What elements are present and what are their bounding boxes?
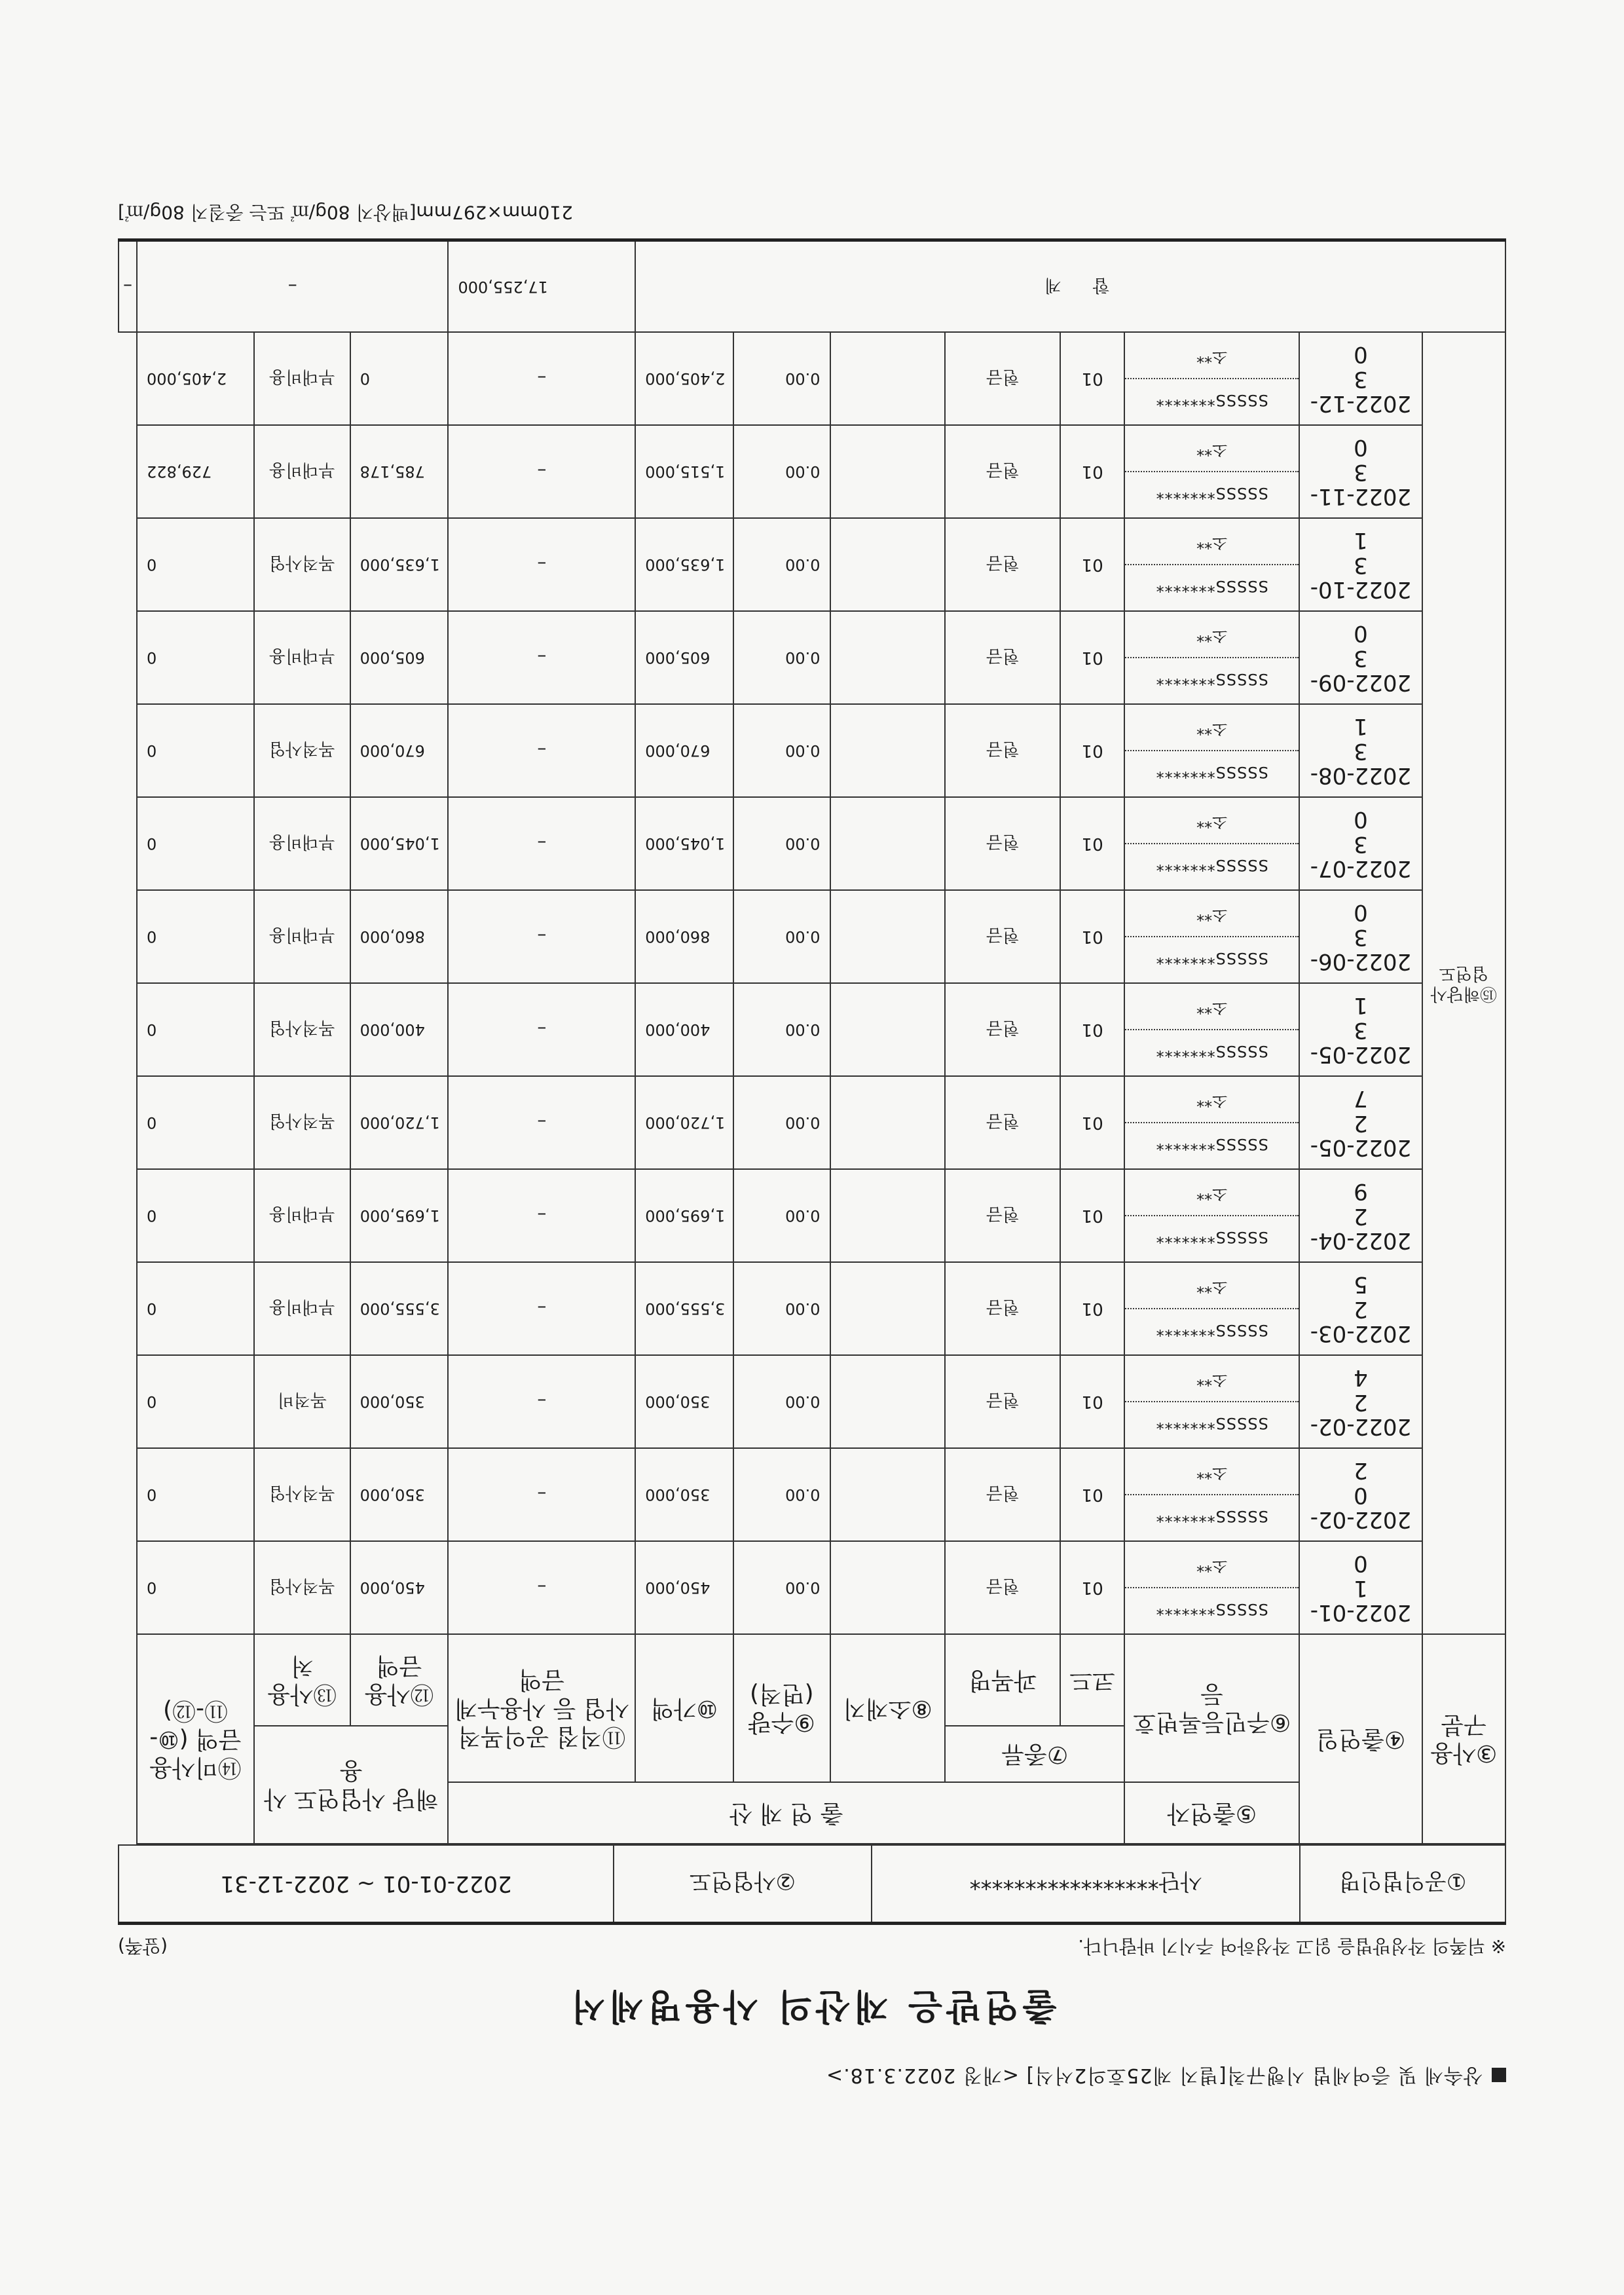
date-cell (1299, 1076, 1422, 1169)
table-row (119, 332, 1505, 425)
use-amount-cell: 670,000 (350, 704, 449, 797)
location-cell (830, 1541, 946, 1634)
rrn-cell (1124, 1355, 1299, 1448)
value-cell: 1,635,000 (635, 518, 733, 611)
value-cell: 860,000 (635, 890, 733, 983)
rrn-value: SSSSS******* (1125, 1029, 1299, 1072)
qty-cell: 0.00 (733, 704, 830, 797)
col-group-asset: 출 연 재 산 (448, 1782, 1124, 1844)
col-kind-code: 코드 (1060, 1634, 1124, 1726)
kind-code-cell: 01 (1060, 983, 1124, 1076)
col-usage-type: ③사용구분 (1422, 1634, 1505, 1844)
total-unused: – (119, 240, 137, 332)
use-place-cell: 부대비용 (254, 1262, 350, 1355)
date-tail: 9 (1354, 1178, 1368, 1205)
date-main: 2022-06-3 (1310, 924, 1412, 975)
use-amount-cell: 1,695,000 (350, 1169, 449, 1262)
kind-item-cell: 현금 (945, 890, 1060, 983)
date-main: 2022-01-1 (1310, 1575, 1412, 1626)
date-tail: 1 (1354, 992, 1368, 1019)
date-tail: 7 (1354, 1085, 1368, 1112)
qty-cell: 0.00 (733, 518, 830, 611)
kind-item-cell: 현금 (945, 1355, 1060, 1448)
location-cell (830, 332, 946, 425)
date-tail: 0 (1354, 434, 1368, 461)
use-place-cell: 목적사업 (254, 704, 350, 797)
form-sheet (118, 201, 1506, 2093)
value-cell: 350,000 (635, 1355, 733, 1448)
qty-cell: 0.00 (733, 1355, 830, 1448)
use-amount-cell: 605,000 (350, 611, 449, 704)
use-place-cell: 부대비용 (254, 611, 350, 704)
cumulative-cell: – (448, 797, 635, 890)
rrn-value: SSSSS******* (1125, 843, 1299, 886)
donor-name: 소** (1196, 1371, 1228, 1389)
use-amount-cell: 0 (350, 332, 449, 425)
qty-cell: 0.00 (733, 332, 830, 425)
date-cell (1299, 797, 1422, 890)
value-cell: 670,000 (635, 704, 733, 797)
unused-cell: 0 (137, 1169, 254, 1262)
date-main: 2022-02-2 (1310, 1389, 1412, 1440)
date-tail: 0 (1354, 341, 1368, 368)
location-cell (830, 1076, 946, 1169)
total-row (119, 240, 1505, 332)
use-place-cell: 목적사업 (254, 518, 350, 611)
use-amount-cell: 1,720,000 (350, 1076, 449, 1169)
unused-cell: 0 (137, 1541, 254, 1634)
kind-code-cell: 01 (1060, 1076, 1124, 1169)
qty-cell: 0.00 (733, 1262, 830, 1355)
kind-item-cell: 현금 (945, 332, 1060, 425)
use-place-cell: 부대비용 (254, 332, 350, 425)
date-main: 2022-05-3 (1310, 1017, 1412, 1068)
date-tail: 0 (1354, 806, 1368, 833)
donor-name: 소** (1196, 441, 1228, 459)
unused-cell: 0 (137, 1262, 254, 1355)
col-group-year: 해당 사업연도 사용 (254, 1726, 449, 1844)
date-tail: 0 (1354, 899, 1368, 926)
value-cell: 350,000 (635, 1448, 733, 1541)
kind-item-cell: 현금 (945, 1448, 1060, 1541)
rrn-cell (1124, 332, 1299, 425)
use-amount-cell: 1,045,000 (350, 797, 449, 890)
table-row (119, 425, 1505, 518)
rrn-cell (1124, 890, 1299, 983)
rrn-cell (1124, 1262, 1299, 1355)
rrn-value: SSSSS******* (1125, 1215, 1299, 1258)
instruction-note: ※ 뒤쪽의 작성방법을 읽고 작성하여 주시기 바랍니다. (1078, 1935, 1506, 1957)
rrn-value: SSSSS******* (1125, 471, 1299, 514)
col-cumulative: ⑪직접 공익목적사업 등 사용누계금액 (448, 1634, 635, 1782)
table-row (119, 704, 1505, 797)
date-cell (1299, 983, 1422, 1076)
date-cell (1299, 1448, 1422, 1541)
total-cumulative: – (137, 240, 448, 332)
rrn-value: SSSSS******* (1125, 564, 1299, 607)
page-side: (앞쪽) (118, 1935, 168, 1957)
location-cell (830, 518, 946, 611)
cumulative-cell: – (448, 1076, 635, 1169)
table-row (119, 983, 1505, 1076)
table-row (119, 1541, 1505, 1634)
total-label: 합 계 (635, 240, 1505, 332)
kind-item-cell: 현금 (945, 1169, 1060, 1262)
col-date: ④출연일 (1299, 1634, 1422, 1844)
qty-cell: 0.00 (733, 1076, 830, 1169)
col-rrn: ⑥주민등록번호 등 (1124, 1634, 1299, 1782)
info-table (118, 1844, 1506, 1925)
note-row (118, 1934, 1506, 1960)
use-place-cell: 목적사업 (254, 1541, 350, 1634)
cumulative-cell: – (448, 332, 635, 425)
donor-name: 소** (1196, 1464, 1228, 1482)
date-tail: 0 (1354, 620, 1368, 647)
date-tail: 5 (1354, 1271, 1368, 1298)
table-row (119, 1262, 1505, 1355)
location-cell (830, 1169, 946, 1262)
col-kind-item: 과목명 (945, 1634, 1060, 1726)
donor-name: 소** (1196, 627, 1228, 645)
unused-cell: 2,405,000 (137, 332, 254, 425)
qty-cell: 0.00 (733, 1541, 830, 1634)
use-amount-cell: 1,635,000 (350, 518, 449, 611)
location-cell (830, 1355, 946, 1448)
rrn-cell (1124, 1448, 1299, 1541)
table-row (119, 518, 1505, 611)
law-reference (118, 2063, 1506, 2092)
rrn-cell (1124, 983, 1299, 1076)
kind-item-cell: 현금 (945, 797, 1060, 890)
kind-item-cell: 현금 (945, 1541, 1060, 1634)
qty-cell: 0.00 (733, 983, 830, 1076)
date-main: 2022-04-2 (1310, 1203, 1412, 1254)
date-main: 2022-08-3 (1310, 737, 1412, 789)
unused-cell: 0 (137, 611, 254, 704)
table-row (119, 611, 1505, 704)
value-cell: 605,000 (635, 611, 733, 704)
donor-name: 소** (1196, 906, 1228, 924)
unused-cell: 0 (137, 890, 254, 983)
use-amount-cell: 450,000 (350, 1541, 449, 1634)
qty-cell: 0.00 (733, 1448, 830, 1541)
value-cell: 2,405,000 (635, 332, 733, 425)
rrn-cell (1124, 518, 1299, 611)
value-cell: 1,720,000 (635, 1076, 733, 1169)
date-cell (1299, 332, 1422, 425)
cumulative-cell: – (448, 1169, 635, 1262)
date-main: 2022-11-3 (1310, 458, 1412, 510)
use-place-cell: 목적사업 (254, 983, 350, 1076)
paper-spec: 210mm×297mm[백상지 80g/㎡ 또는 중질지 80g/㎡] (118, 202, 573, 224)
rrn-value: SSSSS******* (1125, 1494, 1299, 1537)
table-row (119, 797, 1505, 890)
cumulative-cell: – (448, 518, 635, 611)
date-main: 2022-05-2 (1310, 1110, 1412, 1161)
table-row (119, 890, 1505, 983)
rrn-cell (1124, 1541, 1299, 1634)
page-title: 출연받은 재산의 사용명세서 (567, 1986, 1057, 2027)
rrn-cell (1124, 425, 1299, 518)
rrn-value: SSSSS******* (1125, 1587, 1299, 1630)
location-cell (830, 611, 946, 704)
unused-cell: 0 (137, 518, 254, 611)
kind-item-cell: 현금 (945, 983, 1060, 1076)
value-cell: 450,000 (635, 1541, 733, 1634)
cumulative-cell: – (448, 611, 635, 704)
date-tail: 0 (1354, 1550, 1368, 1577)
col-kind: ⑦종류 (945, 1726, 1124, 1782)
kind-item-cell: 현금 (945, 1262, 1060, 1355)
kind-code-cell: 01 (1060, 1355, 1124, 1448)
qty-cell: 0.00 (733, 890, 830, 983)
col-qty: ⑨수량(면적) (733, 1634, 830, 1782)
date-main: 2022-02-0 (1310, 1482, 1412, 1533)
date-tail: 1 (1354, 527, 1368, 554)
date-cell (1299, 1355, 1422, 1448)
kind-item-cell: 현금 (945, 518, 1060, 611)
value-cell: 3,555,000 (635, 1262, 733, 1355)
location-cell (830, 983, 946, 1076)
kind-code-cell: 01 (1060, 518, 1124, 611)
location-cell (830, 1262, 946, 1355)
use-place-cell: 목적사업 (254, 1448, 350, 1541)
use-place-cell: 부대비용 (254, 890, 350, 983)
col-donor: ⑤출연자 (1124, 1782, 1299, 1844)
date-cell (1299, 518, 1422, 611)
cumulative-cell: – (448, 425, 635, 518)
cumulative-cell: – (448, 1262, 635, 1355)
table-row (119, 1448, 1505, 1541)
corp-name-label: ①공익법인명 (1300, 1845, 1505, 1924)
kind-code-cell: 01 (1060, 704, 1124, 797)
table-row (119, 1076, 1505, 1169)
date-cell (1299, 425, 1422, 518)
items-table (118, 239, 1506, 1845)
date-main: 2022-12-3 (1310, 365, 1412, 417)
table-row (119, 1355, 1505, 1448)
kind-code-cell: 01 (1060, 332, 1124, 425)
date-cell (1299, 611, 1422, 704)
kind-code-cell: 01 (1060, 1541, 1124, 1634)
unused-cell: 729,822 (137, 425, 254, 518)
rrn-value: SSSSS******* (1125, 750, 1299, 793)
date-main: 2022-09-3 (1310, 644, 1412, 696)
use-amount-cell: 785,178 (350, 425, 449, 518)
use-place-cell: 부대비용 (254, 797, 350, 890)
unused-cell: 0 (137, 1355, 254, 1448)
location-cell (830, 704, 946, 797)
donor-name: 소** (1196, 1092, 1228, 1110)
location-cell (830, 425, 946, 518)
use-amount-cell: 350,000 (350, 1355, 449, 1448)
unused-cell: 0 (137, 983, 254, 1076)
use-amount-cell: 350,000 (350, 1448, 449, 1541)
date-tail: 2 (1354, 1457, 1368, 1484)
date-tail: 1 (1354, 713, 1368, 740)
kind-code-cell: 01 (1060, 611, 1124, 704)
rrn-cell (1124, 704, 1299, 797)
qty-cell: 0.00 (733, 611, 830, 704)
unused-cell: 0 (137, 797, 254, 890)
cumulative-cell: – (448, 890, 635, 983)
corp-name-value: 사단***************** (872, 1845, 1300, 1924)
date-cell (1299, 1169, 1422, 1262)
kind-item-cell: 현금 (945, 1076, 1060, 1169)
value-cell: 1,695,000 (635, 1169, 733, 1262)
table-row (119, 1169, 1505, 1262)
rrn-cell (1124, 1169, 1299, 1262)
total-value: 17,255,000 (448, 240, 635, 332)
use-place-cell: 목적비 (254, 1355, 350, 1448)
rrn-value: SSSSS******* (1125, 657, 1299, 700)
rrn-value: SSSSS******* (1125, 1401, 1299, 1444)
unused-cell: 0 (137, 1448, 254, 1541)
rrn-value: SSSSS******* (1125, 378, 1299, 421)
value-cell: 1,045,000 (635, 797, 733, 890)
col-location: ⑧소재지 (830, 1634, 946, 1782)
cumulative-cell: – (448, 704, 635, 797)
donor-name: 소** (1196, 1185, 1228, 1203)
rrn-value: SSSSS******* (1125, 1308, 1299, 1351)
kind-code-cell: 01 (1060, 1448, 1124, 1541)
location-cell (830, 1448, 946, 1541)
rrn-cell (1124, 611, 1299, 704)
kind-code-cell: 01 (1060, 1262, 1124, 1355)
donor-name: 소** (1196, 348, 1228, 366)
kind-code-cell: 01 (1060, 425, 1124, 518)
date-main: 2022-07-3 (1310, 830, 1412, 882)
value-cell: 400,000 (635, 983, 733, 1076)
location-cell (830, 890, 946, 983)
date-cell (1299, 1541, 1422, 1634)
col-value: ⑩가액 (635, 1634, 733, 1782)
donor-name: 소** (1196, 534, 1228, 552)
kind-code-cell: 01 (1060, 1169, 1124, 1262)
qty-cell: 0.00 (733, 425, 830, 518)
kind-code-cell: 01 (1060, 890, 1124, 983)
donor-name: 소** (1196, 813, 1228, 831)
col-use-amount: ⑫사용금액 (350, 1634, 449, 1726)
cumulative-cell: – (448, 1448, 635, 1541)
unused-cell: 0 (137, 704, 254, 797)
donor-name: 소** (1196, 999, 1228, 1017)
use-place-cell: 부대비용 (254, 425, 350, 518)
use-place-cell: 목적사업 (254, 1076, 350, 1169)
period-label: ②사업연도 (614, 1845, 872, 1924)
rrn-value: SSSSS******* (1125, 936, 1299, 979)
value-cell: 1,515,000 (635, 425, 733, 518)
location-cell (830, 797, 946, 890)
donor-name: 소** (1196, 720, 1228, 738)
kind-code-cell: 01 (1060, 797, 1124, 890)
cumulative-cell: – (448, 1541, 635, 1634)
use-amount-cell: 400,000 (350, 983, 449, 1076)
donor-name: 소** (1196, 1278, 1228, 1296)
date-cell (1299, 1262, 1422, 1355)
use-place-cell: 부대비용 (254, 1169, 350, 1262)
usage-type-cell: ⑮해당사업연도 (1422, 332, 1505, 1634)
use-amount-cell: 860,000 (350, 890, 449, 983)
cumulative-cell: – (448, 1355, 635, 1448)
rrn-value: SSSSS******* (1125, 1122, 1299, 1165)
donor-name: 소** (1196, 1557, 1228, 1575)
col-unused: ⑭미사용금액 (⑩-⑪-⑫) (137, 1634, 254, 1844)
date-cell (1299, 890, 1422, 983)
kind-item-cell: 현금 (945, 611, 1060, 704)
rrn-cell (1124, 797, 1299, 890)
qty-cell: 0.00 (733, 1169, 830, 1262)
law-reference-text: 상속세 및 증여세법 시행규칙[별지 제25호의2서식] <개정 2022.3.18.> (826, 2064, 1483, 2087)
cumulative-cell: – (448, 983, 635, 1076)
square-bullet-icon (1492, 2068, 1506, 2082)
kind-item-cell: 현금 (945, 425, 1060, 518)
col-use-place: ⑬사용처 (254, 1634, 350, 1726)
date-main: 2022-03-2 (1310, 1296, 1412, 1347)
kind-item-cell: 현금 (945, 704, 1060, 797)
rrn-cell (1124, 1076, 1299, 1169)
date-main: 2022-10-3 (1310, 551, 1412, 603)
period-value: 2022-01-01 ~ 2022-12-31 (119, 1845, 614, 1924)
unused-cell: 0 (137, 1076, 254, 1169)
date-cell (1299, 704, 1422, 797)
use-amount-cell: 3,555,000 (350, 1262, 449, 1355)
date-tail: 4 (1354, 1364, 1368, 1391)
qty-cell: 0.00 (733, 797, 830, 890)
